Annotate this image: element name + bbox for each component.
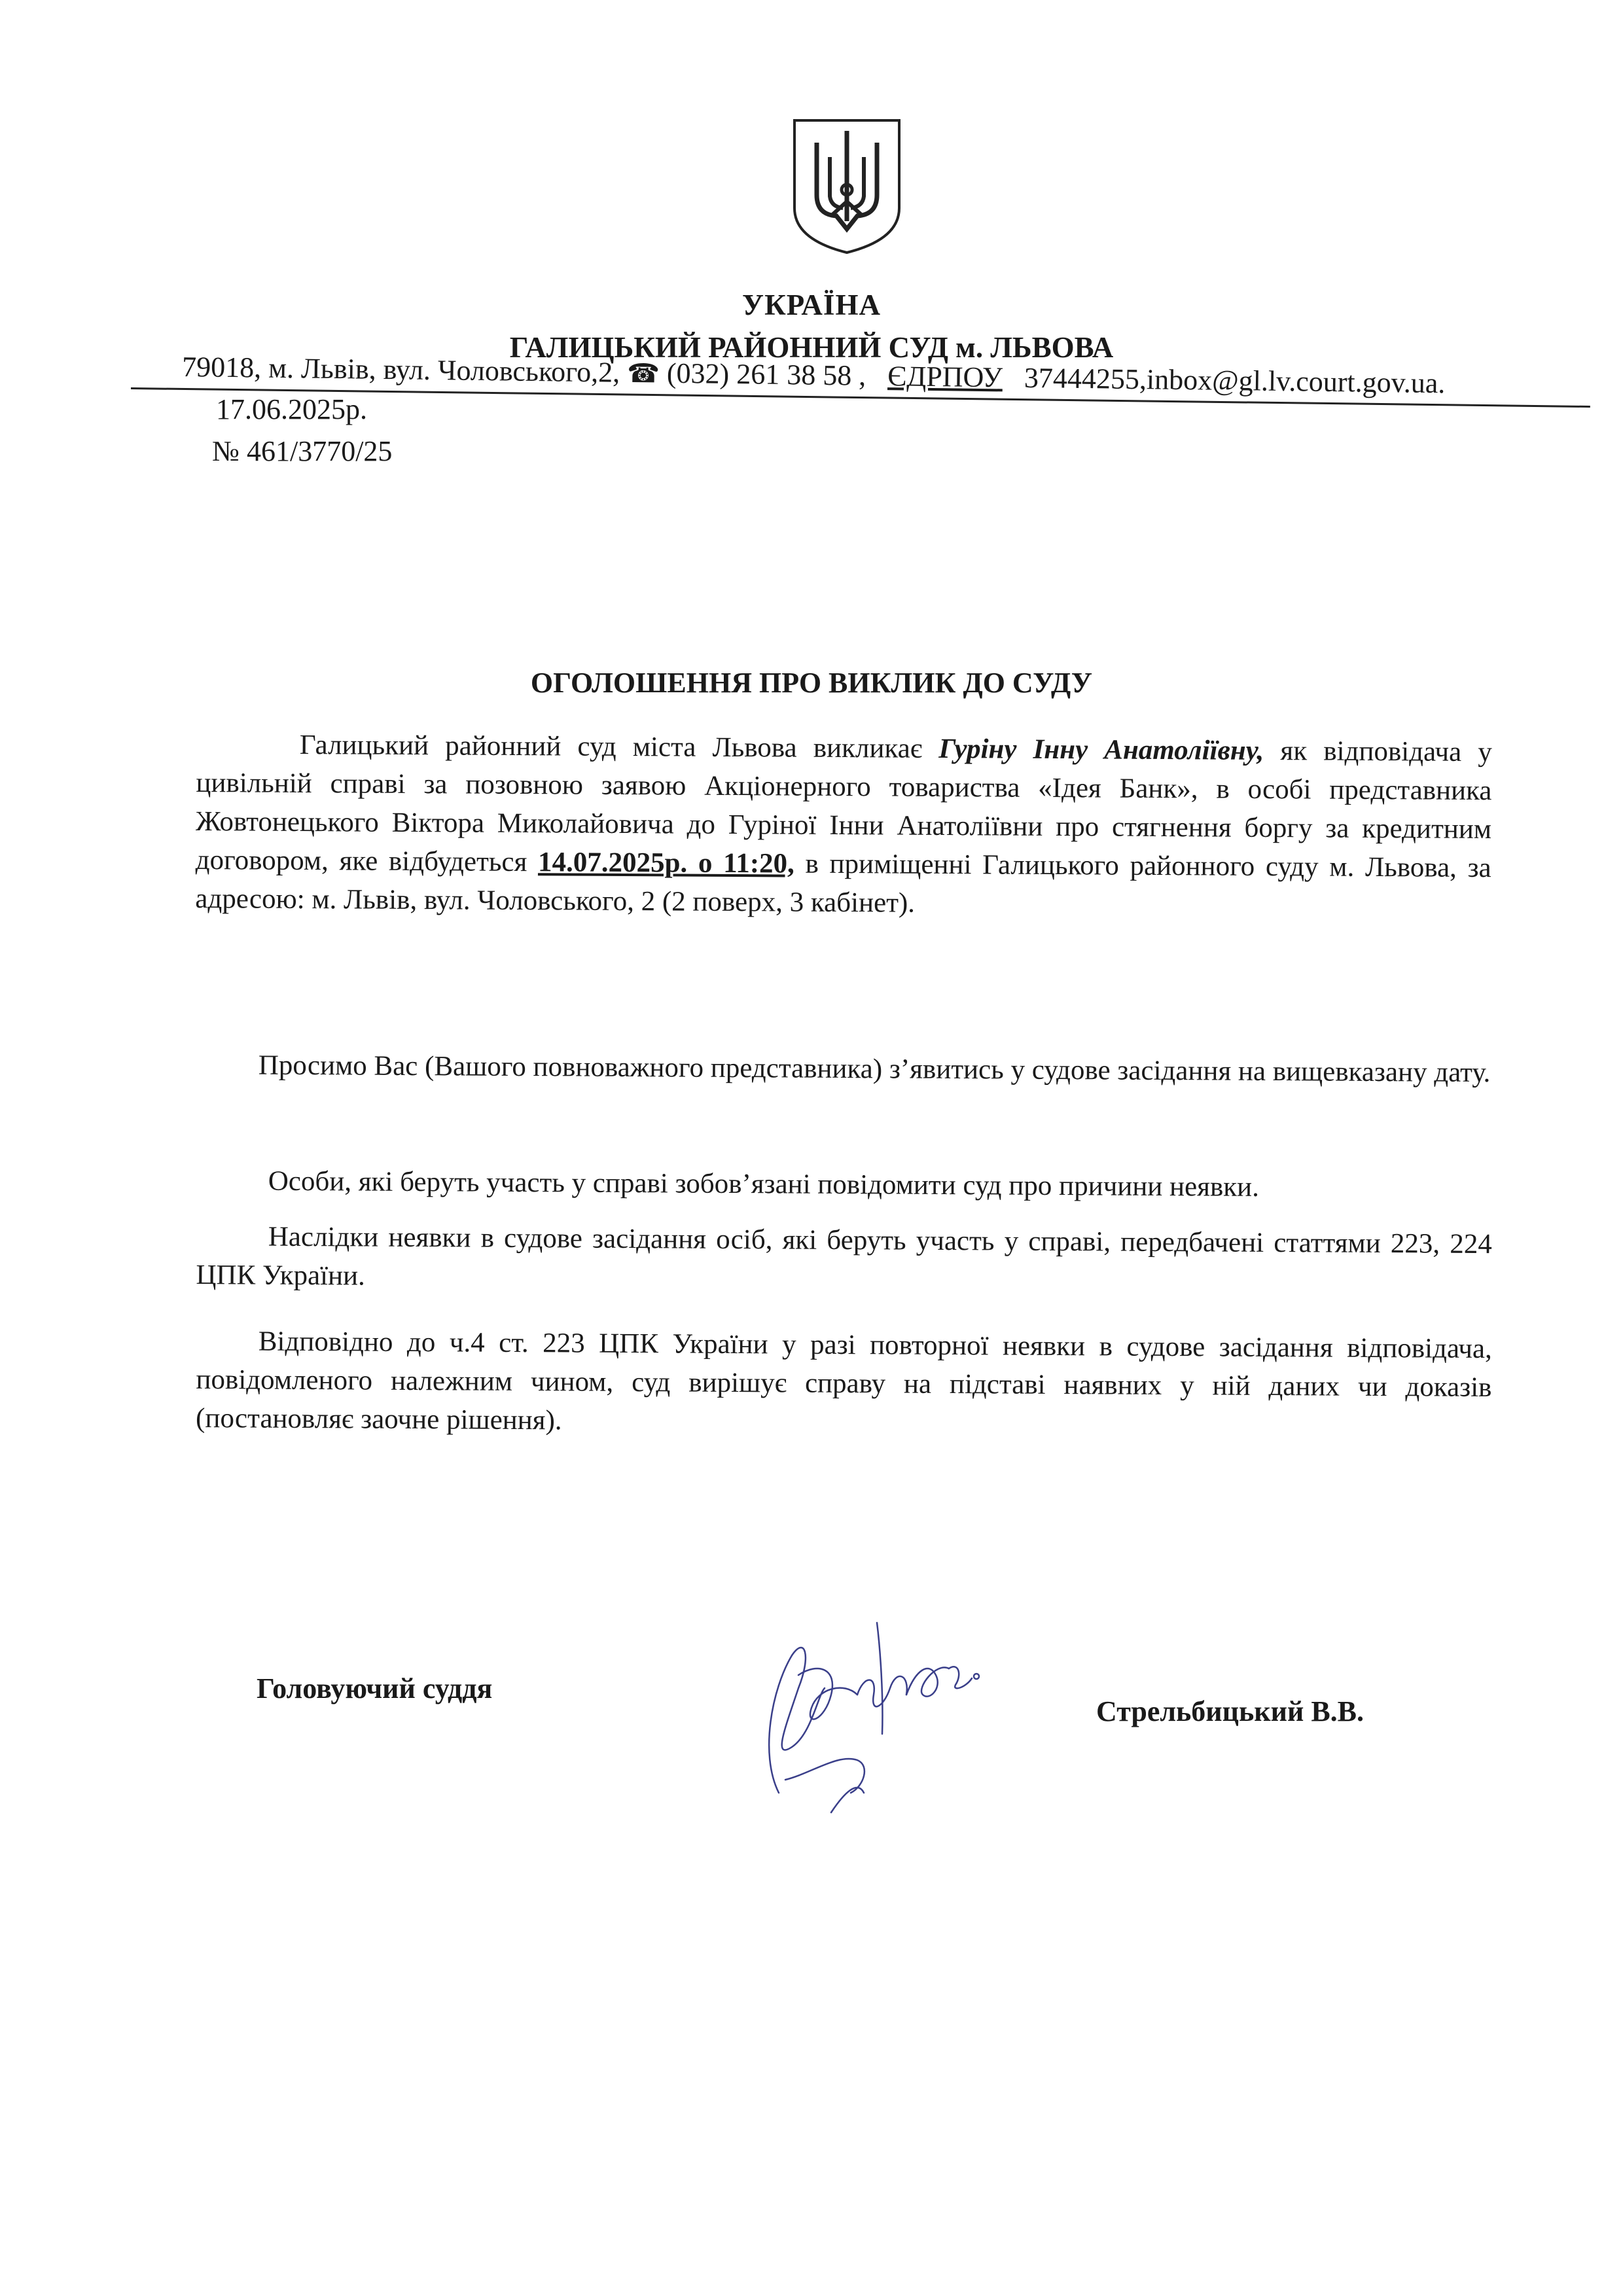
paragraph-summons-intro: Галицький районний суд міста Львова викликає xyxy=(299,729,939,764)
document-number: № 461/3770/25 xyxy=(212,435,393,467)
header-court-name: ГАЛИЦЬКИЙ РАЙОННИЙ СУД м. ЛЬВОВА xyxy=(509,331,1114,364)
phone-icon: ☎ xyxy=(626,358,660,389)
header-edrpou-email: 37444255,inbox@gl.lv.court.gov.ua. xyxy=(1024,361,1446,400)
paragraph-consequences: Наслідки неявки в судове засідання осіб, які беруть участь у справі, передбачені статтями 223, 224 ЦПК України. xyxy=(196,1221,1492,1292)
paragraph-summons-case: як відповідача у цивільній справі за позовною заявою Акціонерного товариства «Ідея Банк», в особі представника Жовтонецького Віктора Миколайовича до Гуріної Інни Анатоліївни про стягнення боргу за кредитним договором, яке відбудеться xyxy=(195,735,1492,878)
coat-of-arms-icon xyxy=(791,116,903,256)
paragraph-obligation: Особи, які беруть участь у справі зобов’язані повідомити суд про причини неявки. xyxy=(268,1165,1260,1203)
document-title: ОГОЛОШЕННЯ ПРО ВИКЛИК ДО СУДУ xyxy=(530,667,1093,699)
document-date: 17.06.2025р. xyxy=(216,393,367,425)
paragraph-request: Просимо Вас (Вашого повноважного представника) з’явитись у судове засідання на вищевказану дату. xyxy=(258,1050,1491,1089)
header-edrpou-label: ЄДРПОУ xyxy=(887,360,1003,394)
defendant-name: Гуріну Інну Анатоліївну, xyxy=(938,733,1264,766)
paragraph-default-judgment: Відповідно до ч.4 ст. 223 ЦПК України у разі повторної неявки в судове засідання відповідача, повідомленого належним чином, суд вирішує справу на підставі наявних у ній даних чи доказів (постановляє заочне рішення). xyxy=(195,1326,1492,1436)
header-country: УКРАЇНА xyxy=(742,289,881,321)
header-phone: (032) 261 38 58 , xyxy=(666,357,866,392)
hearing-datetime: 14.07.2025р. о 11:20, xyxy=(537,847,795,879)
signatory-name: Стрельбицький В.В. xyxy=(1096,1695,1364,1727)
paragraph-summons-location: в приміщенні Галицького районного суду м. Львова, за адресою: м. Львів, вул. Чоловського, 2 (2 поверх, 3 кабінет). xyxy=(195,848,1491,919)
header-address: 79018, м. Львів, вул. Чоловського,2, xyxy=(181,351,620,389)
paragraph-summons xyxy=(195,725,1492,926)
handwritten-signature xyxy=(733,1597,1008,1832)
signatory-role: Головуючий суддя xyxy=(257,1672,493,1704)
